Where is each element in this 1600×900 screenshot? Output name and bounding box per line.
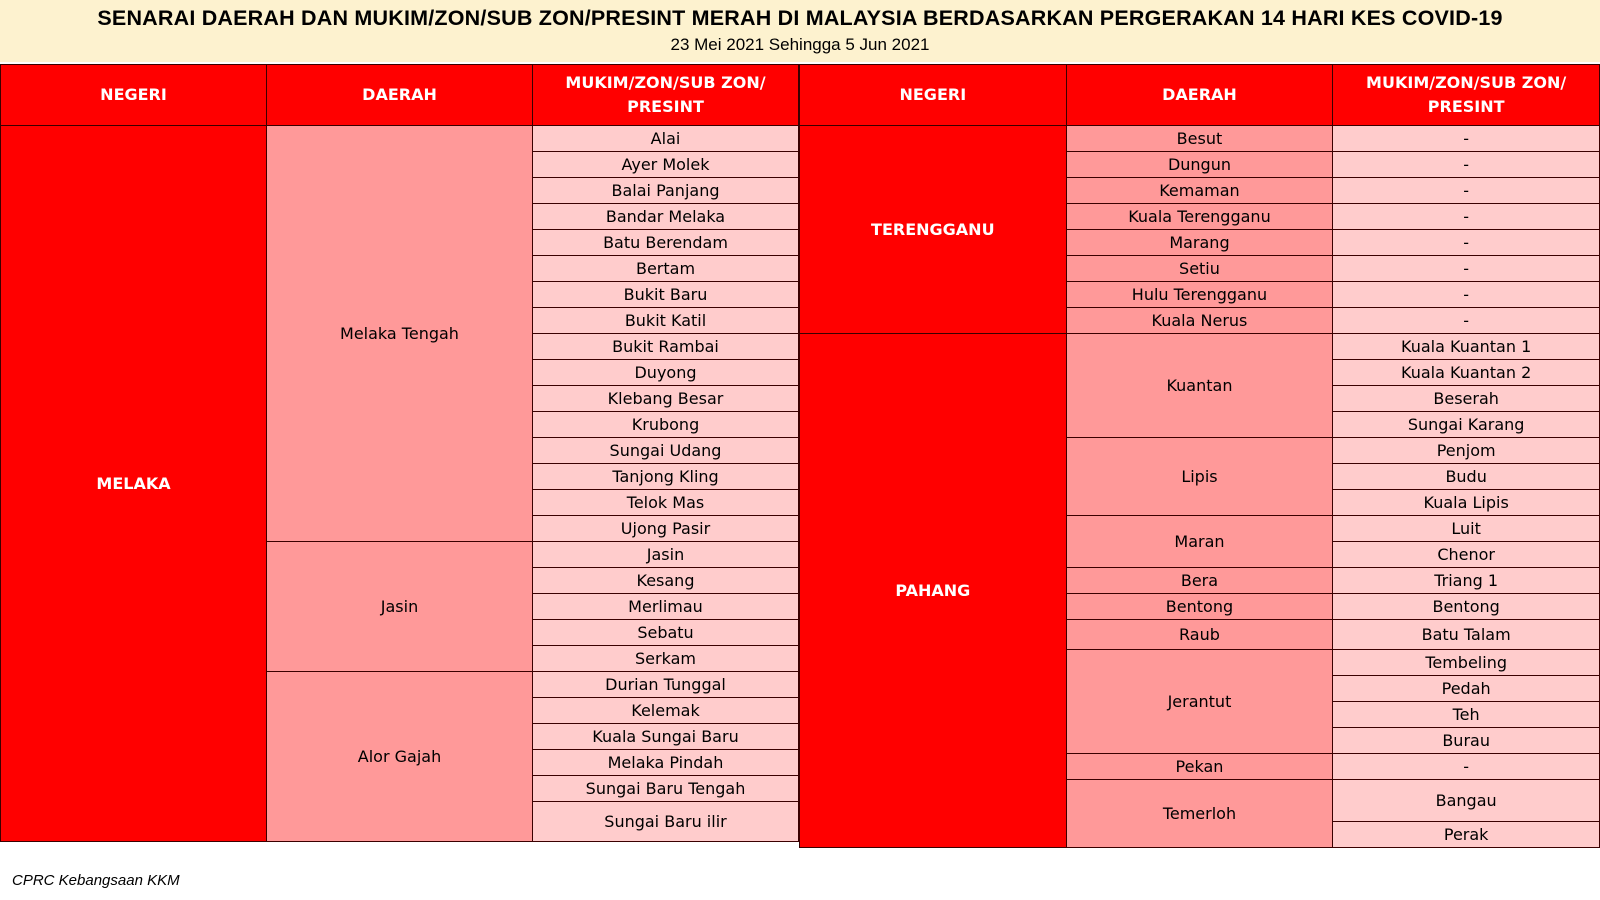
daerah-cell: Raub (1066, 620, 1333, 650)
mukim-cell: Pedah (1333, 676, 1600, 702)
daerah-cell: Dungun (1066, 152, 1333, 178)
mukim-cell: Bukit Katil (533, 308, 799, 334)
daerah-cell: Bentong (1066, 594, 1333, 620)
daerah-cell: Lipis (1066, 438, 1333, 516)
mukim-cell: Batu Talam (1333, 620, 1600, 650)
mukim-cell: - (1333, 308, 1600, 334)
table-row (800, 334, 1600, 360)
mukim-cell: Triang 1 (1333, 568, 1600, 594)
mukim-cell: Bukit Rambai (533, 334, 799, 360)
header-daerah: DAERAH (267, 65, 533, 126)
daerah-cell: Jerantut (1066, 650, 1333, 754)
mukim-cell: Kuala Sungai Baru (533, 724, 799, 750)
mukim-cell: Kuala Kuantan 1 (1333, 334, 1600, 360)
mukim-cell: Serkam (533, 646, 799, 672)
mukim-cell: Luit (1333, 516, 1600, 542)
daerah-cell: Besut (1066, 126, 1333, 152)
negeri-cell: MELAKA (1, 126, 267, 842)
mukim-cell: Kuala Lipis (1333, 490, 1600, 516)
daerah-cell: Hulu Terengganu (1066, 282, 1333, 308)
mukim-cell: - (1333, 754, 1600, 780)
header-banner (0, 0, 1600, 62)
date-range: 23 Mei 2021 Sehingga 5 Jun 2021 (670, 35, 930, 54)
table-row (800, 126, 1600, 152)
mukim-cell: Alai (533, 126, 799, 152)
daerah-cell: Marang (1066, 230, 1333, 256)
daerah-cell: Kuantan (1066, 334, 1333, 438)
mukim-cell: Kuala Kuantan 2 (1333, 360, 1600, 386)
mukim-cell: - (1333, 256, 1600, 282)
mukim-cell: Merlimau (533, 594, 799, 620)
header-daerah: DAERAH (1066, 65, 1333, 126)
footer-credit: CPRC Kebangsaan KKM (12, 872, 180, 889)
daerah-cell: Kuala Nerus (1066, 308, 1333, 334)
daerah-cell: Setiu (1066, 256, 1333, 282)
mukim-cell: Ujong Pasir (533, 516, 799, 542)
negeri-cell: TERENGGANU (800, 126, 1067, 334)
daerah-cell: Temerloh (1066, 780, 1333, 848)
daerah-cell: Kemaman (1066, 178, 1333, 204)
mukim-cell: Duyong (533, 360, 799, 386)
daerah-cell: Pekan (1066, 754, 1333, 780)
mukim-cell: Batu Berendam (533, 230, 799, 256)
mukim-cell: - (1333, 152, 1600, 178)
mukim-cell: Sungai Baru Tengah (533, 776, 799, 802)
daerah-cell: Jasin (267, 542, 533, 672)
page-title: SENARAI DAERAH DAN MUKIM/ZON/SUB ZON/PRESINT MERAH DI MALAYSIA BERDASARKAN PERGERAKAN 14 HARI KES COVID-19 (97, 6, 1503, 30)
mukim-cell: Sungai Udang (533, 438, 799, 464)
daerah-cell: Kuala Terengganu (1066, 204, 1333, 230)
mukim-cell: Burau (1333, 728, 1600, 754)
mukim-cell: Bukit Baru (533, 282, 799, 308)
mukim-cell: Bangau (1333, 780, 1600, 822)
mukim-cell: - (1333, 126, 1600, 152)
daerah-cell: Alor Gajah (267, 672, 533, 842)
mukim-cell: Kelemak (533, 698, 799, 724)
mukim-cell: Chenor (1333, 542, 1600, 568)
mukim-cell: Tanjong Kling (533, 464, 799, 490)
left-table (0, 64, 799, 842)
mukim-cell: Klebang Besar (533, 386, 799, 412)
mukim-cell: Budu (1333, 464, 1600, 490)
mukim-cell: Penjom (1333, 438, 1600, 464)
mukim-cell: Sebatu (533, 620, 799, 646)
mukim-cell: Telok Mas (533, 490, 799, 516)
mukim-cell: - (1333, 204, 1600, 230)
header-negeri: NEGERI (800, 65, 1067, 126)
mukim-cell: Perak (1333, 822, 1600, 848)
mukim-cell: - (1333, 282, 1600, 308)
mukim-cell: Durian Tunggal (533, 672, 799, 698)
mukim-cell: Krubong (533, 412, 799, 438)
mukim-cell: Sungai Baru ilir (533, 802, 799, 842)
mukim-cell: Jasin (533, 542, 799, 568)
mukim-cell: Bertam (533, 256, 799, 282)
mukim-cell: Teh (1333, 702, 1600, 728)
table-header-row (800, 65, 1600, 126)
mukim-cell: Sungai Karang (1333, 412, 1600, 438)
daerah-cell: Melaka Tengah (267, 126, 533, 542)
mukim-cell: Melaka Pindah (533, 750, 799, 776)
daerah-cell: Bera (1066, 568, 1333, 594)
mukim-cell: Balai Panjang (533, 178, 799, 204)
daerah-cell: Maran (1066, 516, 1333, 568)
table-row (1, 126, 799, 152)
mukim-cell: Bandar Melaka (533, 204, 799, 230)
mukim-cell: Beserah (1333, 386, 1600, 412)
negeri-cell: PAHANG (800, 334, 1067, 848)
mukim-cell: - (1333, 178, 1600, 204)
mukim-cell: Kesang (533, 568, 799, 594)
header-mukim: MUKIM/ZON/SUB ZON/ PRESINT (1333, 65, 1600, 126)
header-negeri: NEGERI (1, 65, 267, 126)
header-mukim: MUKIM/ZON/SUB ZON/ PRESINT (533, 65, 799, 126)
mukim-cell: Bentong (1333, 594, 1600, 620)
mukim-cell: Ayer Molek (533, 152, 799, 178)
table-header-row (1, 65, 799, 126)
mukim-cell: Tembeling (1333, 650, 1600, 676)
mukim-cell: - (1333, 230, 1600, 256)
right-table (799, 64, 1600, 848)
